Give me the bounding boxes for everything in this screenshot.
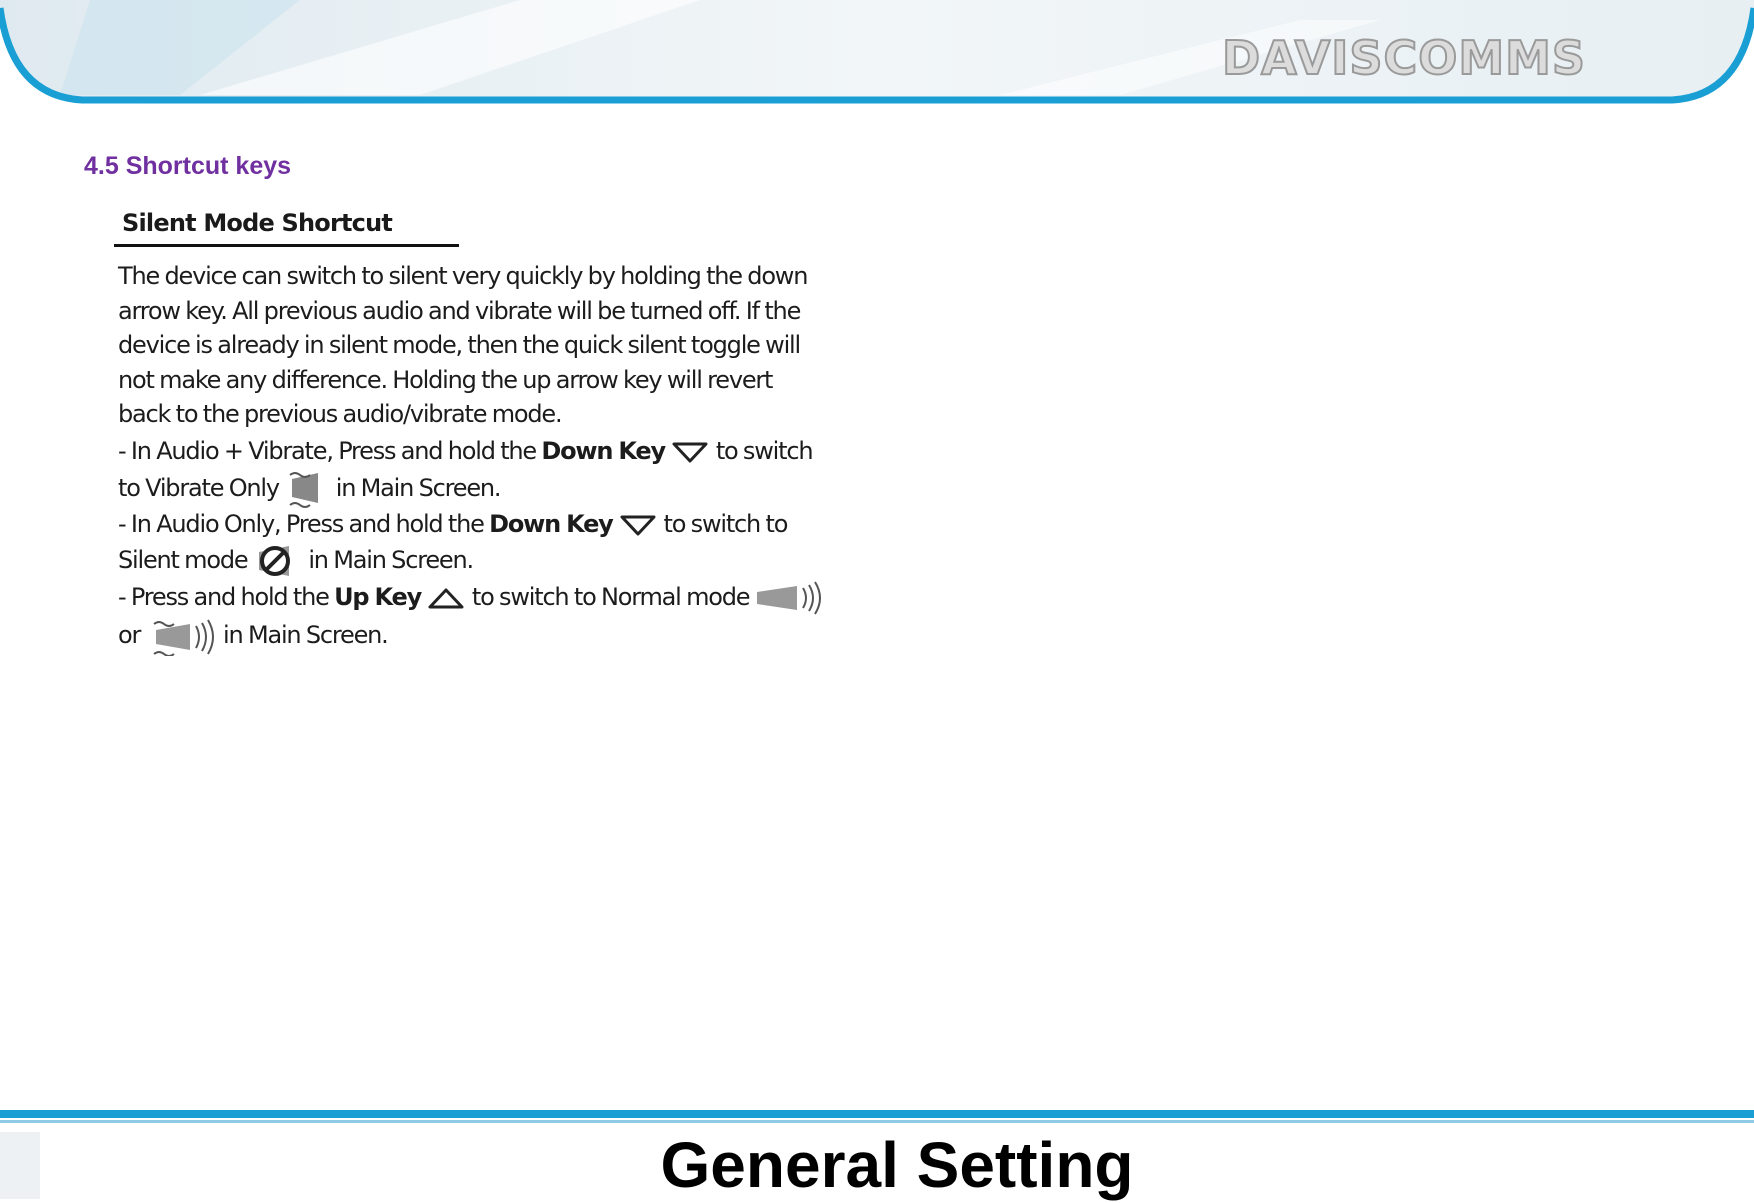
normal-mode-speaker-icon <box>755 580 821 616</box>
shortcut-item-silent: - In Audio Only, Press and hold the Down Key to switch to Silent mode in Main Screen. <box>118 507 787 580</box>
intro-line: back to the previous audio/vibrate mode. <box>118 400 562 428</box>
logo-wordmark <box>1222 30 1662 84</box>
up-arrow-icon <box>426 585 466 611</box>
svg-text:DAVISCOMMS: DAVISCOMMS <box>1222 31 1587 84</box>
shortcut-item-normal: - Press and hold the Up Key to switch to Normal mode or in Main Screen. <box>118 580 821 656</box>
intro-line: not make any difference. Holding the up arrow key will revert <box>118 365 773 394</box>
vibrate-speaker-icon <box>146 616 218 656</box>
intro-line: device is already in silent mode, then the quick silent toggle will <box>118 331 800 359</box>
intro-line: arrow key. All previous audio and vibrate will be turned off. If the <box>118 296 801 325</box>
down-key-label: Down Key <box>489 510 613 538</box>
down-key-label: Down Key <box>541 437 665 465</box>
section-title: 4.5 Shortcut keys <box>84 152 292 180</box>
shortcut-item-vibrate: - In Audio + Vibrate, Press and hold the Down Key to switch to Vibrate Only in Main Screen. <box>118 434 812 509</box>
intro-paragraph <box>118 259 807 432</box>
footer-title: General Setting <box>660 1129 1134 1201</box>
down-arrow-icon <box>670 439 710 465</box>
silent-mode-icon <box>253 542 303 580</box>
shortcut-content <box>110 203 920 681</box>
vibrate-only-icon <box>284 469 330 509</box>
header-banner <box>0 0 1754 110</box>
daviscomms-logo <box>1222 30 1662 84</box>
intro-line: The device can switch to silent very quickly by holding the down <box>118 262 808 290</box>
subtitle: Silent Mode Shortcut <box>122 209 393 237</box>
down-arrow-icon <box>618 512 658 538</box>
up-key-label: Up Key <box>334 583 422 611</box>
subtitle-underline <box>114 244 459 247</box>
